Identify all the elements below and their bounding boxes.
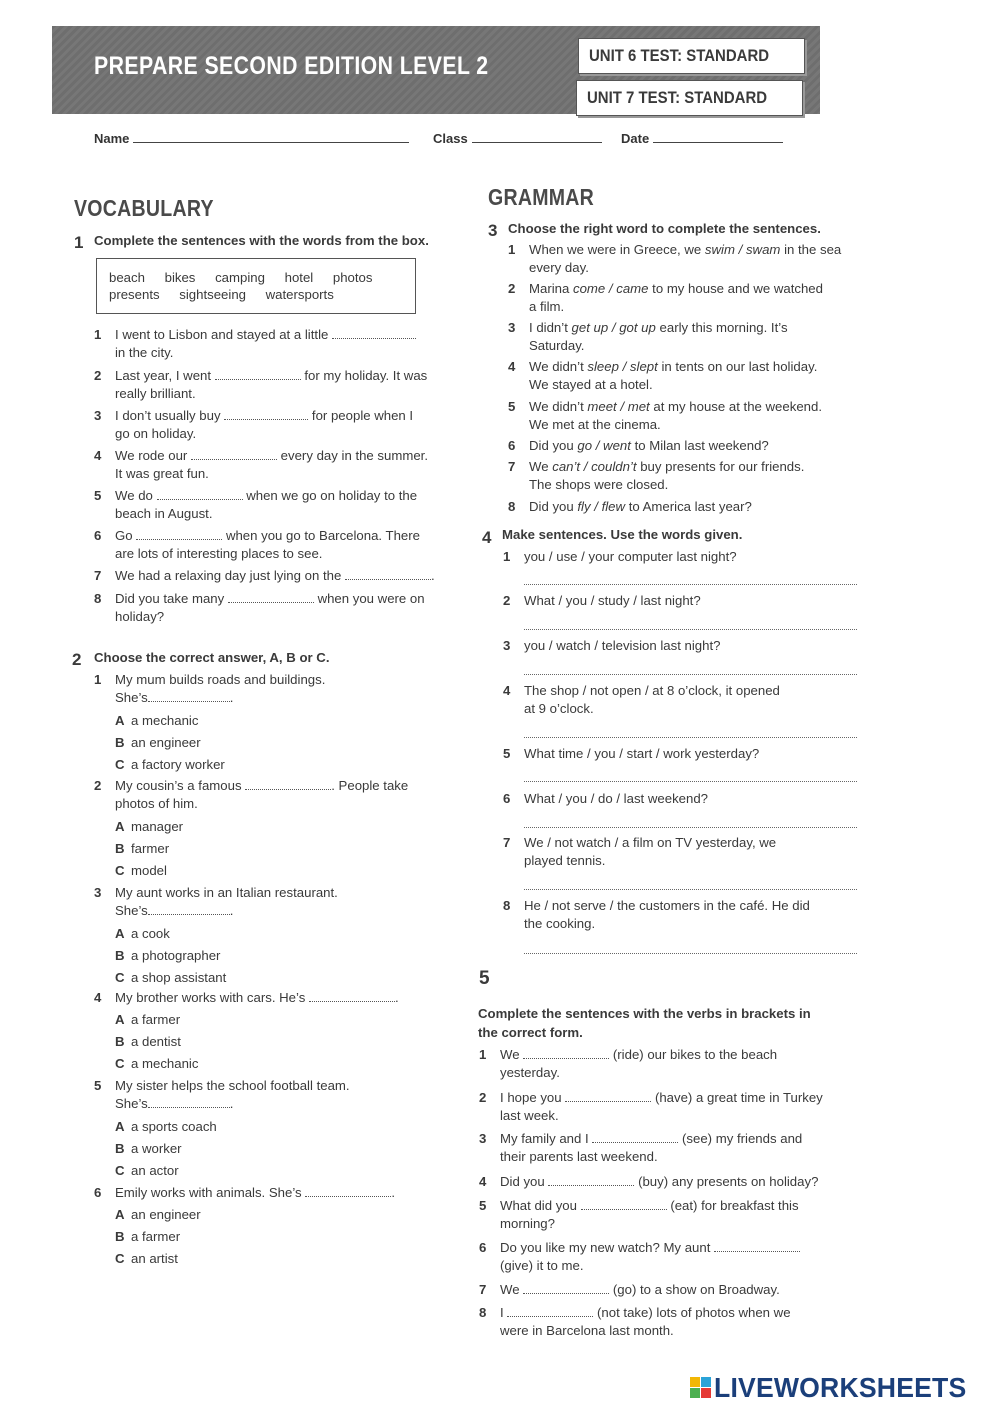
option-text: a sports coach <box>131 1119 217 1134</box>
word-choice[interactable]: swim / swam <box>704 242 781 257</box>
item-continuation: We met at the cinema. <box>529 417 661 432</box>
box-word: camping <box>215 270 265 285</box>
option-letter: B <box>115 841 125 856</box>
item-number: 1 <box>94 327 102 342</box>
item-text: The shop / not open / at 8 o’clock, it opened <box>524 683 780 698</box>
question-4-instruction: Make sentences. Use the words given. <box>502 527 743 542</box>
option-text: a photographer <box>131 948 221 963</box>
item-text: in tents on our last holiday. <box>661 359 818 374</box>
q3-item <box>508 458 859 494</box>
logo-blocks-icon <box>690 1377 712 1399</box>
item-number: 7 <box>94 568 102 583</box>
option-letter: A <box>115 819 125 834</box>
question-5-instruction <box>478 1004 811 1042</box>
item-number: 6 <box>479 1240 487 1255</box>
item-text: We had a relaxing day just lying on the <box>115 568 342 583</box>
item-text: Marina <box>529 281 570 296</box>
answer-blank[interactable] <box>191 448 277 460</box>
q3-item <box>508 280 859 316</box>
answer-blank[interactable] <box>523 1047 609 1059</box>
q3-item <box>508 437 859 455</box>
answer-blank[interactable] <box>581 1198 667 1210</box>
item-text: We <box>500 1047 520 1062</box>
q2-item: 4 My brother works with cars. He’s . A a farmer B a dentist C a mechanic <box>94 990 399 1071</box>
item-number: 8 <box>508 499 516 514</box>
item-number: 7 <box>503 835 511 850</box>
item-text: when you were on <box>317 591 425 606</box>
q1-item <box>94 407 450 443</box>
word-choice[interactable]: come / came <box>572 281 649 296</box>
answer-option[interactable] <box>115 1162 179 1180</box>
item-text: (have) a great time in Turkey <box>654 1090 823 1105</box>
instruction-line: Complete the sentences with the verbs in brackets in <box>478 1006 811 1021</box>
item-text: Last year, I went <box>115 368 212 383</box>
answer-option[interactable] <box>115 818 183 836</box>
item-number: 2 <box>94 778 102 793</box>
option-text: a farmer <box>131 1229 181 1244</box>
item-text: I hope you <box>500 1090 562 1105</box>
option-text: a mechanic <box>131 1056 199 1071</box>
option-letter: C <box>115 863 125 878</box>
item-number: 2 <box>503 593 511 608</box>
item-number: 6 <box>508 438 516 453</box>
question-4-number: 4 <box>482 528 492 547</box>
item-text: (go) to a show on Broadway. <box>612 1282 780 1297</box>
item-number: 6 <box>94 1185 102 1200</box>
item-number: 3 <box>479 1131 487 1146</box>
item-number: 3 <box>503 638 511 653</box>
option-text: a farmer <box>131 1012 181 1027</box>
item-number: 7 <box>479 1282 487 1297</box>
q1-item <box>94 326 450 362</box>
word-choice[interactable]: fly / flew <box>577 499 626 514</box>
item-number: 3 <box>94 408 102 423</box>
item-text: for my holiday. It was <box>304 368 428 383</box>
word-choice[interactable]: go / went <box>577 438 631 453</box>
item-number: 5 <box>503 746 511 761</box>
liveworksheets-logo <box>690 1372 980 1406</box>
answer-blank[interactable] <box>309 990 395 1002</box>
q1-item <box>94 367 450 403</box>
item-text: When we were in Greece, we <box>529 242 702 257</box>
item-text: . <box>430 568 435 583</box>
option-letter: B <box>115 735 125 750</box>
item-text: early this morning. It’s <box>659 320 788 335</box>
q5-item <box>479 1281 860 1299</box>
answer-blank[interactable] <box>565 1090 651 1102</box>
answer-line[interactable] <box>524 889 857 890</box>
answer-blank[interactable] <box>592 1131 678 1143</box>
item-number: 3 <box>508 320 516 335</box>
q4-item <box>503 745 859 763</box>
item-text: I went to Lisbon and stayed at a little <box>115 327 329 342</box>
answer-option[interactable] <box>115 1011 180 1029</box>
box-word: bikes <box>164 270 196 285</box>
option-text: an engineer <box>131 735 201 750</box>
answer-option[interactable] <box>115 734 201 752</box>
instruction-line: the correct form. <box>478 1025 583 1040</box>
item-number: 1 <box>503 549 511 564</box>
option-text: model <box>131 863 167 878</box>
option-text: a worker <box>131 1141 182 1156</box>
q1-item <box>94 447 450 483</box>
item-number: 8 <box>503 898 511 913</box>
answer-line[interactable] <box>524 629 857 630</box>
question-1-instruction: Complete the sentences with the words from the box. <box>94 233 429 248</box>
item-continuation: Saturday. <box>529 338 585 353</box>
item-continuation: last week. <box>500 1108 559 1123</box>
item-number: 3 <box>94 885 102 900</box>
word-choice[interactable]: can’t / couldn’t <box>552 459 637 474</box>
item-number: 2 <box>508 281 516 296</box>
question-1-number: 1 <box>74 233 84 252</box>
item-text: My brother works with cars. He’s <box>115 990 306 1005</box>
item-continuation: holiday? <box>115 609 165 624</box>
option-text: an artist <box>131 1251 178 1266</box>
answer-option[interactable] <box>115 1140 182 1158</box>
option-letter: A <box>115 926 125 941</box>
item-text: in the sea <box>784 242 842 257</box>
q3-item <box>508 498 859 516</box>
option-letter: A <box>115 1119 125 1134</box>
item-text: (not take) lots of photos when we <box>597 1305 791 1320</box>
item-text: . People take <box>331 778 409 793</box>
answer-line[interactable] <box>524 674 857 675</box>
option-letter: B <box>115 1229 125 1244</box>
q3-item <box>508 241 859 277</box>
option-letter: C <box>115 1056 125 1071</box>
answer-option[interactable] <box>115 1033 181 1051</box>
q4-item <box>503 790 859 808</box>
q5-item <box>479 1089 860 1125</box>
q5-item <box>479 1173 860 1191</box>
option-text: a dentist <box>131 1034 181 1049</box>
answer-blank[interactable] <box>345 568 431 580</box>
item-text: to Milan last weekend? <box>634 438 769 453</box>
q4-item <box>503 592 859 610</box>
item-number: 1 <box>479 1047 487 1062</box>
box-word: beach <box>109 270 145 285</box>
option-letter: C <box>115 757 125 772</box>
item-text: Did you <box>529 438 574 453</box>
question-3-instruction: Choose the right word to complete the sentences. <box>508 221 821 236</box>
word-choice[interactable]: meet / met <box>587 399 650 414</box>
name-label: Name <box>94 131 130 146</box>
item-text: He / not serve / the customers in the café. He did <box>524 898 810 913</box>
item-number: 5 <box>479 1198 487 1213</box>
item-continuation: at 9 o’clock. <box>524 701 594 716</box>
item-number: 7 <box>508 459 516 474</box>
answer-blank[interactable] <box>136 528 222 540</box>
item-number: 6 <box>503 791 511 806</box>
item-text: you / watch / television last night? <box>524 638 721 653</box>
q1-item <box>94 487 450 523</box>
unit6-badge: UNIT 6 TEST: STANDARD <box>578 38 805 74</box>
answer-blank[interactable] <box>507 1305 593 1317</box>
item-continuation: were in Barcelona last month. <box>500 1323 674 1338</box>
answer-option[interactable] <box>115 969 226 987</box>
item-text: I don’t usually buy <box>115 408 221 423</box>
answer-option[interactable] <box>115 1228 180 1246</box>
answer-blank[interactable] <box>523 1282 609 1294</box>
item-text: (eat) for breakfast this <box>670 1198 799 1213</box>
option-text: a shop assistant <box>131 970 227 985</box>
q4-item <box>503 897 859 933</box>
option-letter: B <box>115 1141 125 1156</box>
question-5-number: 5 <box>479 968 490 989</box>
item-continuation: It was great fun. <box>115 466 209 481</box>
item-text: Did you take many <box>115 591 225 606</box>
item-text: Did you <box>500 1174 545 1189</box>
item-text: Go <box>115 528 133 543</box>
word-choice[interactable]: sleep / slept <box>587 359 658 374</box>
item-text: to my house and we watched <box>652 281 823 296</box>
answer-blank[interactable] <box>245 778 331 790</box>
item-text: She’s <box>115 1096 148 1111</box>
item-text: My family and I <box>500 1131 589 1146</box>
option-letter: B <box>115 1034 125 1049</box>
item-text: My sister helps the school football team. <box>115 1078 350 1093</box>
item-text: We didn’t <box>529 359 584 374</box>
answer-blank[interactable] <box>148 1096 230 1108</box>
answer-option[interactable] <box>115 1250 178 1268</box>
item-continuation: played tennis. <box>524 853 606 868</box>
item-number: 6 <box>94 528 102 543</box>
class-label: Class <box>433 131 468 146</box>
option-text: a factory worker <box>131 757 225 772</box>
question-3-number: 3 <box>488 221 498 240</box>
q3-item <box>508 358 859 394</box>
item-continuation: really brilliant. <box>115 386 196 401</box>
q4-item <box>503 637 859 655</box>
item-text: What / you / do / last weekend? <box>524 791 708 806</box>
item-text: We / not watch / a film on TV yesterday, we <box>524 835 777 850</box>
answer-option[interactable] <box>115 1206 201 1224</box>
item-text: What time / you / start / work yesterday? <box>524 746 760 761</box>
item-continuation: a film. <box>529 299 565 314</box>
q5-item <box>479 1130 860 1166</box>
option-letter: C <box>115 1251 125 1266</box>
answer-option[interactable] <box>115 1118 217 1136</box>
item-continuation: the cooking. <box>524 916 596 931</box>
item-continuation: morning? <box>500 1216 555 1231</box>
q5-item <box>479 1239 860 1275</box>
answer-blank[interactable] <box>157 488 243 500</box>
q1-item <box>94 527 450 563</box>
item-text: What / you / study / last night? <box>524 593 701 608</box>
item-text: She’s <box>115 903 148 918</box>
q5-item <box>479 1046 860 1082</box>
item-continuation: are lots of interesting places to see. <box>115 546 323 561</box>
answer-option[interactable] <box>115 756 225 774</box>
item-text: I <box>500 1305 504 1320</box>
q1-item <box>94 567 450 585</box>
unit7-badge: UNIT 7 TEST: STANDARD <box>576 80 803 116</box>
q4-item <box>503 548 859 566</box>
answer-blank[interactable] <box>224 408 308 420</box>
item-text: We do <box>115 488 153 503</box>
q2-item: 5 My sister helps the school football team. She’s . A a sports coach B a worker C an actor <box>94 1078 350 1178</box>
answer-blank[interactable] <box>148 690 230 702</box>
item-number: 2 <box>94 368 102 383</box>
item-number: 4 <box>94 990 102 1005</box>
brand-text: LIVEWORKSHEETS <box>714 1372 967 1403</box>
answer-option[interactable] <box>115 840 169 858</box>
answer-blank[interactable] <box>332 327 416 339</box>
box-word: photos <box>332 270 373 285</box>
item-number: 4 <box>503 683 511 698</box>
item-number: 4 <box>508 359 516 374</box>
item-text: We rode our <box>115 448 188 463</box>
word-box <box>96 258 416 314</box>
item-number: 1 <box>94 672 102 687</box>
item-text: to America last year? <box>628 499 752 514</box>
answer-blank[interactable] <box>228 591 314 603</box>
item-text: We <box>500 1282 520 1297</box>
class-field[interactable] <box>433 131 602 146</box>
q5-item <box>479 1304 860 1340</box>
q5-item <box>479 1197 860 1233</box>
q4-item <box>503 682 859 718</box>
option-text: a cook <box>131 926 170 941</box>
option-letter: A <box>115 713 125 728</box>
answer-blank[interactable] <box>305 1185 391 1197</box>
answer-option[interactable] <box>115 862 167 880</box>
item-text: My mum builds roads and buildings. <box>115 672 326 687</box>
q3-item <box>508 398 859 434</box>
item-text: every day in the summer. <box>280 448 428 463</box>
answer-option[interactable] <box>115 947 220 965</box>
date-field[interactable] <box>621 131 783 146</box>
question-2-number: 2 <box>72 650 82 669</box>
item-text: We <box>529 459 549 474</box>
answer-line[interactable] <box>524 827 857 828</box>
box-word: hotel <box>284 270 314 285</box>
item-text: Emily works with animals. She’s <box>115 1185 302 1200</box>
answer-blank[interactable] <box>548 1174 634 1186</box>
item-text: buy presents for our friends. <box>640 459 805 474</box>
item-text: for people when I <box>311 408 414 423</box>
answer-blank[interactable] <box>714 1240 800 1252</box>
item-number: 4 <box>94 448 102 463</box>
answer-option[interactable] <box>115 712 198 730</box>
item-text: (buy) any presents on holiday? <box>638 1174 819 1189</box>
answer-line[interactable] <box>524 781 857 782</box>
question-2-instruction: Choose the correct answer, A, B or C. <box>94 650 330 665</box>
item-text: What did you <box>500 1198 577 1213</box>
item-text: My cousin’s a famous <box>115 778 242 793</box>
item-text: (see) my friends and <box>682 1131 803 1146</box>
q2-item: 3 My aunt works in an Italian restaurant. She’s . A a cook B a photographer C a shop assistant <box>94 885 338 985</box>
word-choice[interactable]: get up / got up <box>571 320 656 335</box>
item-number: 5 <box>508 399 516 414</box>
item-number: 4 <box>479 1174 487 1189</box>
box-word: presents <box>109 287 160 302</box>
option-text: an actor <box>131 1163 179 1178</box>
answer-line[interactable] <box>524 953 857 954</box>
item-continuation: yesterday. <box>500 1065 560 1080</box>
item-continuation: photos of him. <box>115 796 198 811</box>
item-number: 2 <box>479 1090 487 1105</box>
item-text: Do you like my new watch? My aunt <box>500 1240 711 1255</box>
answer-option[interactable] <box>115 925 170 943</box>
item-text: She’s <box>115 690 148 705</box>
q1-item <box>94 590 450 626</box>
item-continuation: We stayed at a hotel. <box>529 377 653 392</box>
option-letter: C <box>115 1163 125 1178</box>
answer-option[interactable] <box>115 1055 198 1073</box>
grammar-title: GRAMMAR <box>488 184 595 210</box>
item-text: My aunt works in an Italian restaurant. <box>115 885 338 900</box>
item-number: 5 <box>94 488 102 503</box>
item-text: We didn’t <box>529 399 584 414</box>
answer-line[interactable] <box>524 584 857 585</box>
item-number: 8 <box>94 591 102 606</box>
option-letter: A <box>115 1207 125 1222</box>
item-text: at my house at the weekend. <box>653 399 822 414</box>
item-continuation: in the city. <box>115 345 174 360</box>
option-letter: A <box>115 1012 125 1027</box>
date-label: Date <box>621 131 650 146</box>
vocabulary-title: VOCABULARY <box>74 195 214 221</box>
item-continuation: their parents last weekend. <box>500 1149 658 1164</box>
item-number: 1 <box>508 242 516 257</box>
option-text: an engineer <box>131 1207 201 1222</box>
name-field[interactable] <box>94 131 409 146</box>
box-word: watersports <box>265 287 334 302</box>
q4-item <box>503 834 859 870</box>
option-text: a mechanic <box>131 713 199 728</box>
item-continuation: The shops were closed. <box>529 477 669 492</box>
item-text: Did you <box>529 499 574 514</box>
box-word: sightseeing <box>179 287 246 302</box>
option-letter: C <box>115 970 125 985</box>
option-letter: B <box>115 948 125 963</box>
q2-item: 1 My mum builds roads and buildings. She’s . A a mechanic B an engineer C a factory worker <box>94 672 326 772</box>
item-text: I didn’t <box>529 320 568 335</box>
item-continuation: go on holiday. <box>115 426 197 441</box>
item-text: when you go to Barcelona. There <box>225 528 420 543</box>
page-title: PREPARE SECOND EDITION LEVEL 2 <box>94 52 489 80</box>
q2-item <box>94 777 450 878</box>
item-text: you / use / your computer last night? <box>524 549 737 564</box>
item-number: 8 <box>479 1305 487 1320</box>
answer-line[interactable] <box>524 737 857 738</box>
answer-blank[interactable] <box>148 903 230 915</box>
item-number: 5 <box>94 1078 102 1093</box>
option-text: manager <box>131 819 184 834</box>
item-text: when we go on holiday to the <box>246 488 418 503</box>
item-continuation: (give) it to me. <box>500 1258 584 1273</box>
item-text: (ride) our bikes to the beach <box>612 1047 778 1062</box>
q3-item <box>508 319 859 355</box>
option-text: farmer <box>131 841 170 856</box>
answer-blank[interactable] <box>215 368 301 380</box>
q2-item: 6 Emily works with animals. She’s . A an engineer B a farmer C an artist <box>94 1185 395 1266</box>
item-continuation: every day. <box>529 260 589 275</box>
item-continuation: beach in August. <box>115 506 213 521</box>
